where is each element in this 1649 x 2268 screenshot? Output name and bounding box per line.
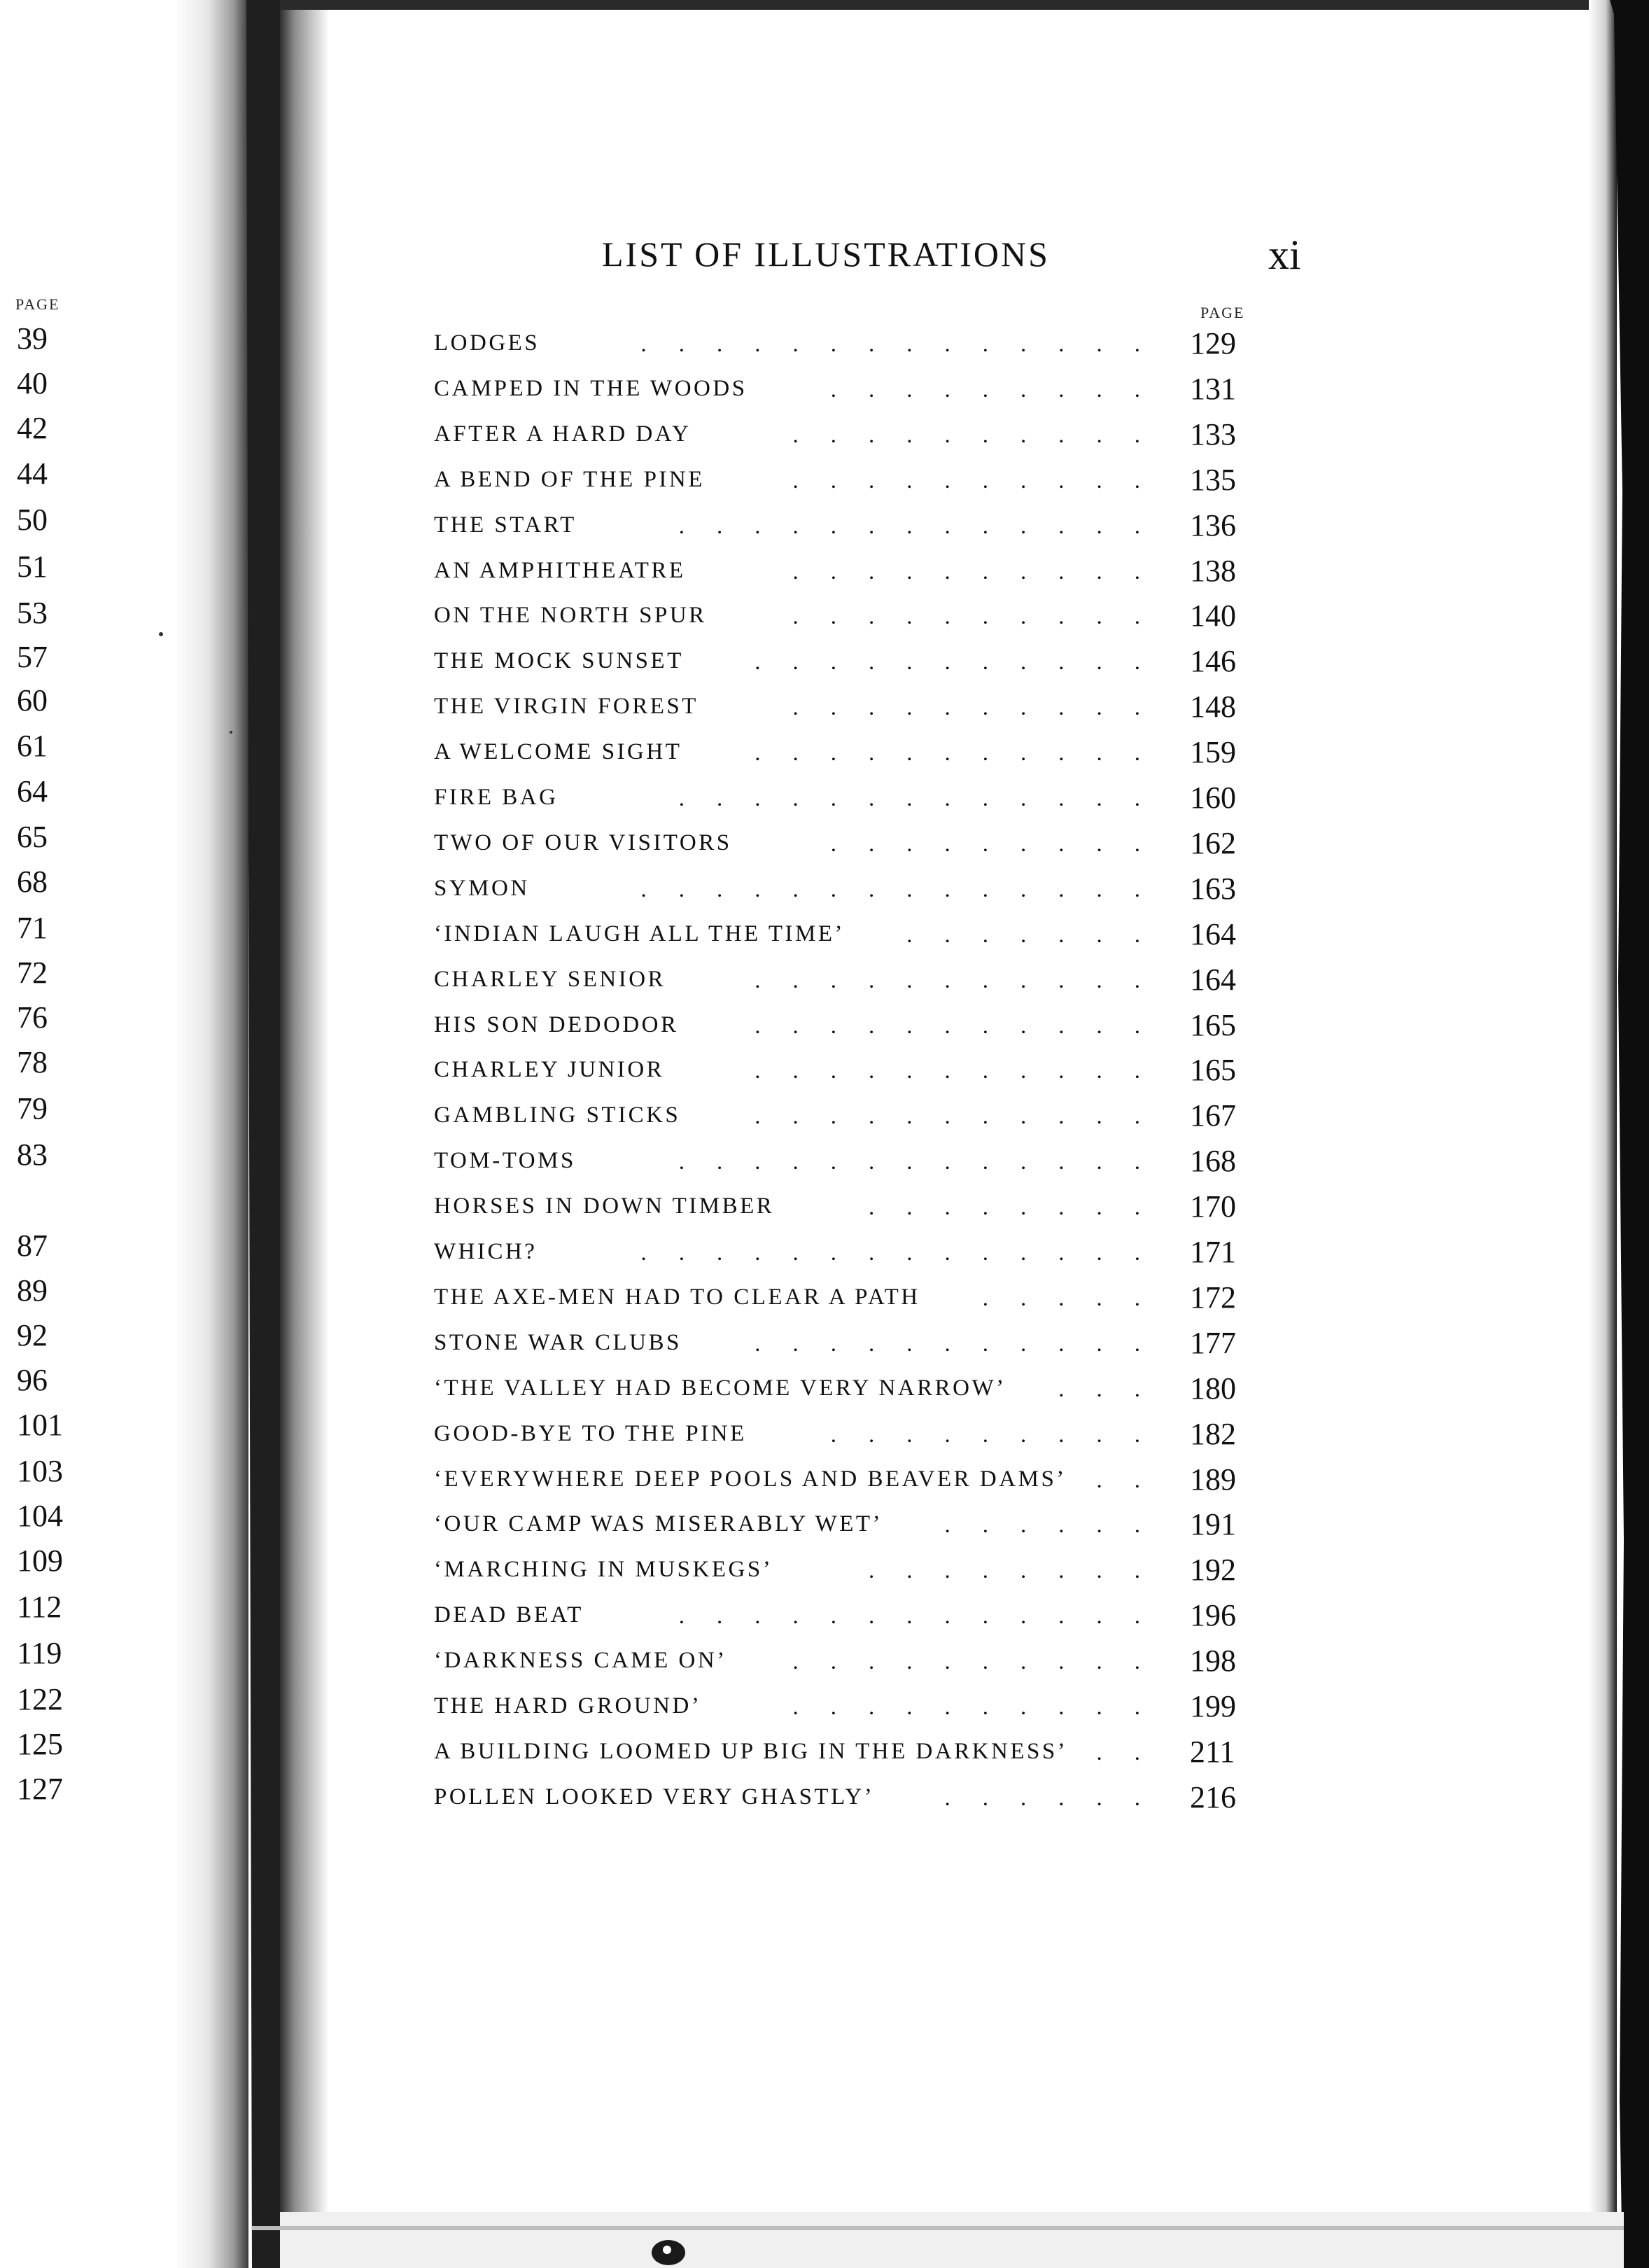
leader-dots: ...........	[755, 1014, 1172, 1039]
left-page-number: 79	[17, 1091, 48, 1126]
illustration-title: HIS SON DEDODOR	[434, 1012, 679, 1037]
left-page-number: 87	[17, 1228, 48, 1263]
illustration-page-number: 192	[1190, 1553, 1236, 1587]
illustration-page-number: 164	[1190, 917, 1236, 951]
illustration-page-number: 167	[1190, 1098, 1236, 1133]
leader-dots: ..........	[792, 604, 1172, 629]
illustration-entry	[434, 1144, 1246, 1177]
left-page-number: 71	[17, 911, 48, 945]
illustration-page-number: 146	[1190, 644, 1236, 678]
left-page-number: 103	[17, 1454, 63, 1488]
illustration-page-number: 160	[1190, 780, 1236, 815]
illustration-page-number: 133	[1190, 417, 1236, 451]
illustration-entry	[434, 508, 1246, 542]
illustration-title: ON THE NORTH SPUR	[434, 603, 707, 628]
illustration-title: ‘INDIAN LAUGH ALL THE TIME’	[434, 921, 845, 946]
leader-dots: ...........	[755, 1104, 1172, 1129]
illustration-title: CHARLEY JUNIOR	[434, 1057, 665, 1082]
leader-dots: ..........	[792, 1695, 1172, 1720]
illustration-title: ‘MARCHING IN MUSKEGS’	[434, 1557, 773, 1582]
left-page-number: 109	[17, 1544, 63, 1578]
illustration-entry	[434, 1280, 1246, 1314]
illustration-page-number: 170	[1190, 1189, 1236, 1224]
illustration-page-number: 191	[1190, 1507, 1236, 1541]
illustration-title: CAMPED IN THE WOODS	[434, 376, 748, 401]
illustration-page-number: 168	[1190, 1144, 1236, 1178]
left-page-number: 122	[17, 1682, 63, 1716]
leader-dots: .........	[830, 377, 1172, 402]
illustration-title: POLLEN LOOKED VERY GHASTLY’	[434, 1784, 875, 1809]
illustration-title: CHARLEY SENIOR	[434, 967, 666, 992]
left-page-number: 65	[17, 820, 48, 854]
left-page-number: 83	[17, 1138, 48, 1172]
left-page-number: 76	[17, 1000, 48, 1035]
leader-dots: .............	[678, 786, 1172, 811]
illustration-entry	[434, 1598, 1246, 1632]
illustration-entry	[434, 1053, 1246, 1086]
leader-dots: ......	[944, 1786, 1172, 1811]
left-page-number: 119	[17, 1636, 62, 1670]
illustration-entry	[434, 1326, 1246, 1359]
illustration-page-number: 171	[1190, 1235, 1236, 1269]
illustration-page-number: 199	[1190, 1689, 1236, 1723]
left-page-number: 42	[17, 411, 48, 445]
illustration-entry	[434, 1507, 1246, 1541]
leader-dots: ...........	[755, 1331, 1172, 1357]
illustration-entry	[434, 1235, 1246, 1268]
illustration-title: GAMBLING STICKS	[434, 1102, 681, 1128]
leader-dots: ..............	[640, 332, 1172, 357]
illustration-title: SYMON	[434, 876, 530, 901]
leader-dots: ...........	[755, 968, 1172, 993]
illustration-title: GOOD-BYE TO THE PINE	[434, 1421, 747, 1446]
illustration-entry	[434, 1644, 1246, 1677]
illustration-title: A BEND OF THE PINE	[434, 467, 705, 492]
illustration-page-number: 172	[1190, 1280, 1236, 1315]
illustration-entry	[434, 372, 1246, 405]
illustration-entry	[434, 1462, 1246, 1496]
illustration-title: LODGES	[434, 330, 540, 356]
illustration-entry	[434, 690, 1246, 723]
illustration-page-number: 164	[1190, 962, 1236, 997]
illustration-page-number: 162	[1190, 826, 1236, 860]
leader-dots: ..........	[792, 468, 1172, 493]
left-page-number: 39	[17, 321, 48, 356]
illustration-page-number: 163	[1190, 872, 1236, 906]
left-page-number: 44	[17, 456, 48, 491]
illustration-title: ‘OUR CAMP WAS MISERABLY WET’	[434, 1511, 883, 1536]
illustration-entry	[434, 463, 1246, 496]
illustration-page-number: 131	[1190, 372, 1236, 406]
illustration-entry	[434, 1371, 1246, 1405]
left-page-number: 92	[17, 1318, 48, 1352]
illustration-title: ‘EVERYWHERE DEEP POOLS AND BEAVER DAMS’	[434, 1466, 1067, 1492]
left-page-number: 61	[17, 729, 48, 763]
illustration-title: THE VIRGIN FOREST	[434, 694, 699, 719]
left-page-number: 72	[17, 955, 48, 990]
illustration-entry	[434, 326, 1246, 360]
left-page-number: 127	[17, 1772, 63, 1806]
illustration-page-number: 211	[1190, 1735, 1235, 1769]
illustration-title: THE START	[434, 512, 577, 538]
illustration-page-number: 165	[1190, 1053, 1236, 1087]
leader-dots: ..............	[640, 877, 1172, 902]
leader-dots: ...........	[755, 650, 1172, 675]
illustration-page-number: 159	[1190, 735, 1236, 769]
leader-dots: ..	[1096, 1468, 1172, 1493]
illustration-page-number: 180	[1190, 1371, 1236, 1406]
left-page-number: 101	[17, 1408, 63, 1442]
leader-dots: ...........	[755, 741, 1172, 766]
illustration-entry	[434, 598, 1246, 632]
left-page-number: 112	[17, 1590, 62, 1624]
illustration-entry	[434, 1553, 1246, 1586]
illustration-page-number: 148	[1190, 690, 1236, 724]
left-page-number: 57	[17, 640, 48, 674]
illustration-entry	[434, 554, 1246, 587]
illustration-title: HORSES IN DOWN TIMBER	[434, 1194, 775, 1219]
leader-dots: ..............	[640, 1240, 1172, 1266]
leader-dots: .........	[830, 1422, 1172, 1448]
left-page-number: 60	[17, 683, 48, 718]
illustration-title: A BUILDING LOOMED UP BIG IN THE DARKNESS’	[434, 1739, 1068, 1764]
leader-dots: ..........	[792, 695, 1172, 720]
folio-number: xi	[1268, 232, 1301, 278]
illustration-page-number: 136	[1190, 508, 1236, 542]
illustration-title: THE HARD GROUND’	[434, 1693, 702, 1718]
illustration-title: WHICH?	[434, 1239, 538, 1264]
leader-dots: .....	[982, 1286, 1172, 1311]
left-page-number: 64	[17, 774, 48, 808]
illustration-page-number: 196	[1190, 1598, 1236, 1632]
illustration-entry	[434, 1098, 1246, 1132]
illustration-title: AN AMPHITHEATRE	[434, 558, 686, 583]
illustration-title: TOM-TOMS	[434, 1148, 576, 1173]
left-page-number: 51	[17, 550, 48, 584]
illustration-title: A WELCOME SIGHT	[434, 739, 682, 764]
illustration-entry	[434, 917, 1246, 951]
illustration-page-number: 182	[1190, 1417, 1236, 1451]
left-page-number: 78	[17, 1045, 48, 1079]
left-page-number: 125	[17, 1727, 63, 1761]
illustration-entry	[434, 962, 1246, 996]
left-page-column-header: PAGE	[15, 295, 60, 313]
left-page-number: 89	[17, 1273, 48, 1308]
illustration-page-number: 165	[1190, 1008, 1236, 1042]
illustration-title: ‘THE VALLEY HAD BECOME VERY NARROW’	[434, 1376, 1006, 1401]
leader-dots: ...	[1058, 1377, 1172, 1402]
leader-dots: .............	[678, 1604, 1172, 1629]
leader-dots: ........	[869, 1558, 1172, 1583]
leader-dots: ..........	[792, 559, 1172, 584]
leader-dots: ..	[1096, 1740, 1172, 1765]
illustration-title: AFTER A HARD DAY	[434, 421, 692, 447]
leader-dots: .......	[906, 923, 1172, 948]
illustration-entry	[434, 735, 1246, 769]
illustration-entry	[434, 780, 1246, 814]
illustration-entry	[434, 1780, 1246, 1814]
illustration-page-number: 140	[1190, 598, 1236, 633]
illustration-page-number: 135	[1190, 463, 1236, 497]
leader-dots: ........	[869, 1195, 1172, 1220]
leader-dots: ...........	[755, 1058, 1172, 1084]
illustration-title: STONE WAR CLUBS	[434, 1330, 682, 1355]
illustration-entry	[434, 826, 1246, 860]
left-page-number: 40	[17, 366, 48, 400]
leader-dots: .............	[678, 514, 1172, 539]
illustration-page-number: 129	[1190, 326, 1236, 360]
illustration-title: TWO OF OUR VISITORS	[434, 830, 732, 855]
illustration-page-number: 189	[1190, 1462, 1236, 1497]
leader-dots: ..........	[792, 423, 1172, 448]
illustration-page-number: 198	[1190, 1644, 1236, 1678]
illustration-title: ‘DARKNESS CAME ON’	[434, 1648, 727, 1673]
leader-dots: .........	[830, 832, 1172, 857]
left-page-number: 68	[17, 864, 48, 899]
illustration-entry	[434, 1008, 1246, 1042]
illustration-entry	[434, 872, 1246, 905]
illustration-title: FIRE BAG	[434, 785, 559, 810]
illustration-entry	[434, 1417, 1246, 1450]
left-page-number: 104	[17, 1499, 63, 1533]
left-page-number: 53	[17, 596, 48, 630]
leader-dots: ......	[944, 1513, 1172, 1538]
illustration-entry	[434, 1735, 1246, 1768]
left-page-number: 96	[17, 1363, 48, 1397]
illustration-entry	[434, 1189, 1246, 1223]
illustration-title: DEAD BEAT	[434, 1602, 584, 1628]
illustration-page-number: 216	[1190, 1780, 1236, 1814]
page-title: LIST OF ILLUSTRATIONS	[602, 234, 1050, 274]
illustration-entry	[434, 417, 1246, 451]
illustration-title: THE MOCK SUNSET	[434, 648, 684, 673]
illustration-entry	[434, 644, 1246, 678]
leader-dots: ..........	[792, 1649, 1172, 1674]
illustration-page-number: 138	[1190, 554, 1236, 588]
illustration-entry	[434, 1689, 1246, 1723]
illustration-title: THE AXE-MEN HAD TO CLEAR A PATH	[434, 1284, 920, 1310]
leader-dots: .............	[678, 1149, 1172, 1175]
page-column-header: PAGE	[1200, 304, 1245, 321]
left-page-number: 50	[17, 503, 48, 537]
illustration-page-number: 177	[1190, 1326, 1236, 1360]
